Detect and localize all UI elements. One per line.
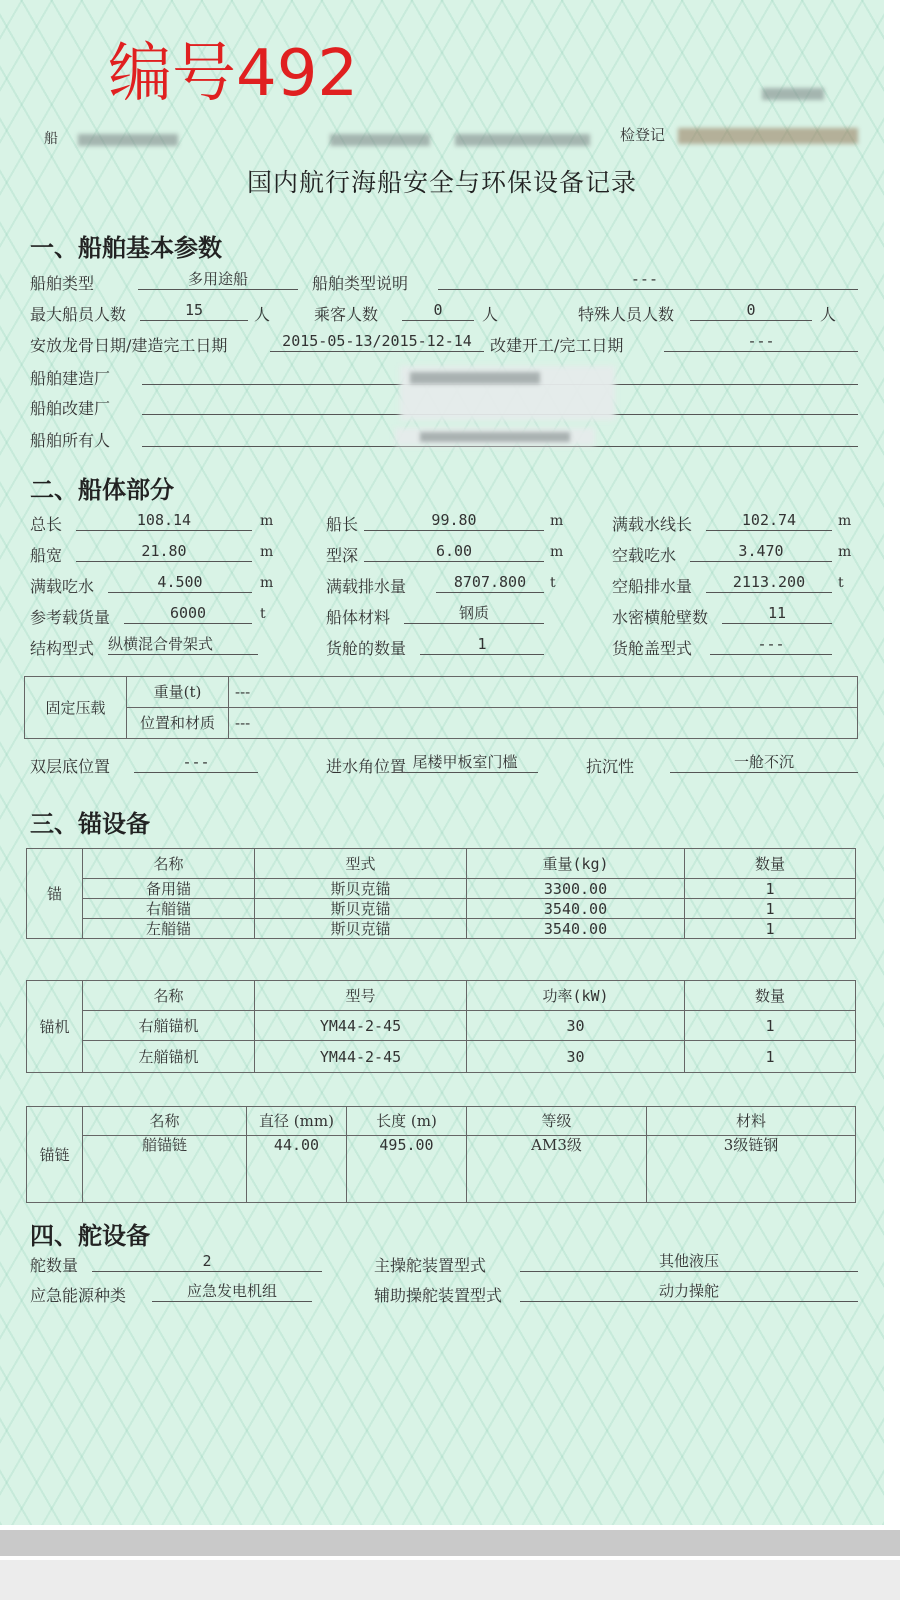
structure-value: 纵横混合骨架式 (108, 635, 258, 655)
keel-date-value: 2015-05-13/2015-12-14 (270, 332, 484, 352)
anchor-name: 右艏锚 (83, 899, 255, 919)
section-3-heading: 三、锚设备 (30, 810, 150, 838)
ballast-position-label: 位置和材质 (127, 708, 229, 739)
redacted-block (410, 372, 540, 384)
aux-steering-label: 辅助操舵装置型式 (374, 1286, 503, 1305)
anchor-type: 斯贝克锚 (255, 899, 467, 919)
chain-length: 495.00 (347, 1135, 467, 1202)
redacted-block (78, 134, 178, 146)
ship-type-desc-value: --- (438, 270, 858, 290)
document-title: 国内航行海船安全与环保设备记录 (246, 168, 637, 197)
light-draft-label: 空载吃水 (612, 546, 677, 565)
ship-type-desc-label: 船舶类型说明 (312, 274, 409, 293)
page-edge-strip (0, 1530, 900, 1556)
section-2-heading: 二、船体部分 (30, 476, 174, 504)
ballast-weight-label: 重量(t) (127, 677, 229, 708)
header-left-prefix: 船 (44, 131, 58, 147)
windlass-qty: 1 (685, 1011, 856, 1041)
special-crew-value: 0 (690, 301, 812, 321)
flood-angle-value: 尾楼甲板室门槛 (392, 753, 538, 773)
ballast-position-value: --- (229, 708, 858, 739)
passengers-unit: 人 (482, 305, 499, 324)
double-bottom-label: 双层底位置 (30, 757, 111, 776)
ballast-head: 固定压载 (25, 677, 127, 739)
holds-label: 货舱的数量 (326, 639, 407, 658)
ship-type-label: 船舶类型 (30, 274, 95, 293)
chain-name: 艏锚链 (83, 1135, 247, 1202)
ballast-weight-value: --- (229, 677, 858, 708)
anchor-col-qty: 数量 (685, 849, 856, 879)
anchor-type: 斯贝克锚 (255, 919, 467, 939)
anchor-table (26, 848, 856, 939)
lbp-label: 船长 (326, 515, 359, 534)
light-displacement-label: 空船排水量 (612, 577, 693, 596)
table-row (27, 919, 856, 939)
full-displacement-unit: t (550, 575, 556, 591)
redacted-block (330, 134, 430, 146)
anchor-name: 备用锚 (83, 879, 255, 899)
anchor-qty: 1 (685, 919, 856, 939)
chain-grade: AM3级 (467, 1135, 647, 1202)
double-bottom-value: --- (134, 753, 258, 773)
rebuild-date-label: 改建开工/完工日期 (490, 336, 624, 355)
hatch-value: --- (710, 635, 832, 655)
windlass-table-head: 锚机 (27, 981, 83, 1073)
aux-steering-value: 动力操舵 (520, 1282, 858, 1302)
owner-value-line (142, 446, 858, 447)
windlass-name: 左艏锚机 (83, 1041, 255, 1073)
emergency-power-label: 应急能源种类 (30, 1286, 127, 1305)
chain-col-length: 长度 (m) (347, 1107, 467, 1136)
lwl-unit: m (838, 513, 852, 529)
windlass-power: 30 (467, 1041, 685, 1073)
chain-table (26, 1106, 856, 1203)
chain-diameter: 44.00 (247, 1135, 347, 1202)
ref-cargo-label: 参考载货量 (30, 608, 111, 627)
chain-col-diameter: 直径 (mm) (247, 1107, 347, 1136)
light-displacement-value: 2113.200 (706, 573, 832, 593)
chain-material: 3级链钢 (647, 1135, 856, 1202)
page-bottom-area (0, 1560, 900, 1600)
windlass-name: 右艏锚机 (83, 1011, 255, 1041)
beam-value: 21.80 (76, 542, 252, 562)
full-displacement-value: 8707.800 (436, 573, 544, 593)
full-displacement-label: 满载排水量 (326, 577, 407, 596)
light-draft-unit: m (838, 544, 852, 560)
max-crew-label: 最大船员人数 (30, 305, 127, 324)
redacted-block (762, 88, 824, 100)
emergency-power-value: 应急发电机组 (152, 1282, 312, 1302)
lbp-unit: m (550, 513, 564, 529)
windlass-col-model: 型号 (255, 981, 467, 1011)
main-steering-label: 主操舵装置型式 (374, 1256, 487, 1275)
full-draft-label: 满载吃水 (30, 577, 95, 596)
beam-label: 船宽 (30, 546, 63, 565)
hull-material-label: 船体材料 (326, 608, 391, 627)
ref-cargo-value: 6000 (124, 604, 252, 624)
anchor-qty: 1 (685, 899, 856, 919)
windlass-col-power: 功率(kW) (467, 981, 685, 1011)
hull-material-value: 钢质 (404, 604, 544, 624)
anchor-qty: 1 (685, 879, 856, 899)
max-crew-value: 15 (140, 301, 248, 321)
holds-value: 1 (420, 635, 544, 655)
unsinkable-label: 抗沉性 (586, 757, 635, 776)
anchor-weight: 3540.00 (467, 919, 685, 939)
depth-label: 型深 (326, 546, 359, 565)
anchor-weight: 3540.00 (467, 899, 685, 919)
bulkheads-label: 水密横舱壁数 (612, 608, 709, 627)
table-row (27, 1135, 856, 1202)
passengers-label: 乘客人数 (314, 305, 379, 324)
structure-label: 结构型式 (30, 639, 95, 658)
chain-col-grade: 等级 (467, 1107, 647, 1136)
loa-label: 总长 (30, 515, 63, 534)
lwl-value: 102.74 (706, 511, 832, 531)
table-row (27, 899, 856, 919)
rudder-count-label: 舵数量 (30, 1256, 79, 1275)
light-draft-value: 3.470 (690, 542, 832, 562)
anchor-col-weight: 重量(kg) (467, 849, 685, 879)
builder-label: 船舶建造厂 (30, 369, 111, 388)
keel-date-label: 安放龙骨日期/建造完工日期 (30, 336, 228, 355)
chain-col-name: 名称 (83, 1107, 247, 1136)
rebuilder-label: 船舶改建厂 (30, 399, 111, 418)
chain-table-head: 锚链 (27, 1107, 83, 1203)
windlass-qty: 1 (685, 1041, 856, 1073)
section-4-heading: 四、舵设备 (30, 1222, 150, 1250)
max-crew-unit: 人 (254, 305, 271, 324)
windlass-col-name: 名称 (83, 981, 255, 1011)
table-row (27, 1011, 856, 1041)
anchor-name: 左艏锚 (83, 919, 255, 939)
special-crew-label: 特殊人员人数 (578, 305, 675, 324)
depth-value: 6.00 (364, 542, 544, 562)
lbp-value: 99.80 (364, 511, 544, 531)
table-row (27, 1041, 856, 1073)
anchor-type: 斯贝克锚 (255, 879, 467, 899)
redacted-block (420, 432, 570, 442)
flood-angle-label: 进水角位置 (326, 757, 407, 776)
anchor-weight: 3300.00 (467, 879, 685, 899)
light-displacement-unit: t (838, 575, 844, 591)
bulkheads-value: 11 (722, 604, 832, 624)
anchor-col-type: 型式 (255, 849, 467, 879)
loa-value: 108.14 (76, 511, 252, 531)
header-right-suffix: 检登记 (620, 126, 666, 144)
depth-unit: m (550, 544, 564, 560)
beam-unit: m (260, 544, 274, 560)
rebuild-date-value: --- (664, 332, 858, 352)
main-steering-value: 其他液压 (520, 1252, 858, 1272)
redacted-block (455, 134, 590, 146)
loa-unit: m (260, 513, 274, 529)
redacted-block (678, 128, 858, 144)
windlass-power: 30 (467, 1011, 685, 1041)
lwl-label: 满载水线长 (612, 515, 693, 534)
serial-number-stamp: 编号492 (108, 37, 359, 111)
anchor-table-head: 锚 (27, 849, 83, 939)
windlass-col-qty: 数量 (685, 981, 856, 1011)
fixed-ballast-table (24, 676, 858, 739)
full-draft-value: 4.500 (108, 573, 252, 593)
table-row (27, 879, 856, 899)
anchor-col-name: 名称 (83, 849, 255, 879)
chain-col-material: 材料 (647, 1107, 856, 1136)
ref-cargo-unit: t (260, 606, 266, 622)
section-1-heading: 一、船舶基本参数 (30, 234, 222, 262)
ship-type-value: 多用途船 (138, 270, 298, 290)
unsinkable-value: 一舱不沉 (670, 753, 858, 773)
windlass-model: YM44-2-45 (255, 1041, 467, 1073)
windlass-table (26, 980, 856, 1073)
passengers-value: 0 (402, 301, 474, 321)
special-crew-unit: 人 (820, 305, 837, 324)
hatch-label: 货舱盖型式 (612, 639, 693, 658)
rudder-count-value: 2 (92, 1252, 322, 1272)
owner-label: 船舶所有人 (30, 431, 111, 450)
full-draft-unit: m (260, 575, 274, 591)
windlass-model: YM44-2-45 (255, 1011, 467, 1041)
